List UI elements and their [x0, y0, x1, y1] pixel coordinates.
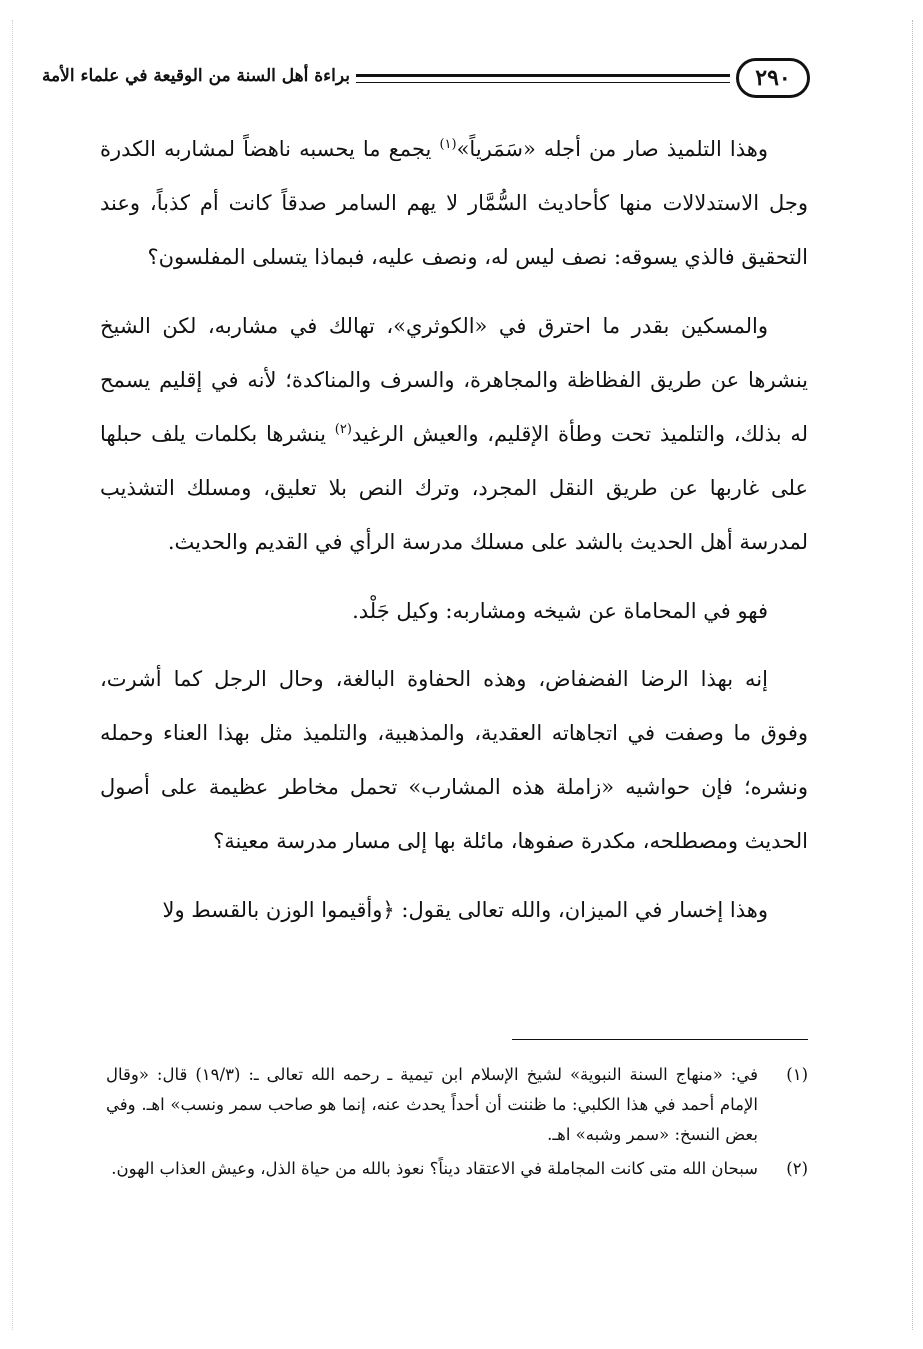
paragraph-text: إنه بهذا الرضا الفضفاض، وهذه الحفاوة البالغة، وحال الرجل كما أشرت، وفوق ما وصفت في اتجاهاته العقدية، والمذهبية، والتلميذ مثل بهذا العناء وحمله ونشره؛ فإن حواشيه «زاملة هذه المشارب» تحمل مخاطر عظيمة على أصول الحديث ومصطلحه، مكدرة صفوها، مائلة بها إلى مسار مدرسة معينة؟	[100, 666, 808, 854]
footnote	[106, 1154, 808, 1184]
footnote-marker: (١)	[786, 1065, 808, 1084]
paragraph	[100, 299, 808, 570]
scan-edge-left	[12, 20, 13, 1330]
paragraph	[100, 122, 808, 285]
header-rule-thin	[356, 82, 730, 83]
header-rule-thick	[356, 74, 730, 77]
paragraph-text: وهذا التلميذ صار من أجله «سَمَرياً»	[456, 137, 768, 161]
running-title: براءة أهل السنة من الوقيعة في علماء الأمة	[41, 66, 350, 86]
paragraph	[100, 584, 808, 638]
footnotes	[106, 1060, 808, 1184]
paragraph-text: ينشرها بكلمات يلف حبلها على غاربها عن طريق النقل المجرد، وترك النص بلا تعليق، ومسلك التشذيب لمدرسة أهل الحديث بالشد على مسلك مدرسة الرأي في القديم والحديث.	[100, 422, 808, 555]
paragraph-text: وهذا إخسار في الميزان، والله تعالى يقول: ﴿وأقيموا الوزن بالقسط ولا	[162, 897, 768, 922]
footnote-separator	[512, 1039, 808, 1040]
footnote-text: في: «منهاج السنة النبوية» لشيخ الإسلام ابن تيمية ـ رحمه الله تعالى ـ: (١٩/٣) قال: «وقال الإمام أحمد في هذا الكلبي: ما ظننت أن أحداً يحدث عنه، إنما هو صاحب سمر ونسب» اهـ. وفي بعض النسخ: «سمر وشبه» اهـ.	[106, 1065, 758, 1144]
footnote-text: سبحان الله متى كانت المجاملة في الاعتقاد ديناً؟ نعوذ بالله من حياة الذل، وعيش العذاب الهون.	[111, 1159, 758, 1178]
paragraph-text: فهو في المحاماة عن شيخه ومشاربه: وكيل جَلْد.	[352, 598, 768, 623]
page-header	[41, 58, 810, 102]
footnote-marker: (٢)	[786, 1159, 808, 1178]
footnote-ref: (١)	[439, 137, 457, 152]
main-text	[100, 122, 808, 937]
scan-edge-right	[912, 20, 913, 1330]
paragraph-text: يجمع ما يحسبه ناهضاً لمشاربه الكدرة وجل الاستدلالات منها كأحاديث السُّمَّار لا يهم السامر صدقاً كانت أم كذباً، وعند التحقيق فالذي يسوقه: نصف ليس له، ونصف عليه، فبماذا يتسلى المفلسون؟	[100, 137, 808, 270]
footnote	[106, 1060, 808, 1150]
paragraph	[100, 652, 808, 869]
paragraph	[100, 883, 808, 937]
paragraph-text: والمسكين بقدر ما احترق في «الكوثري»، تهالك في مشاربه، لكن الشيخ ينشرها عن طريق الفظاظة والمجاهرة، والسرف والمناكدة؛ لأنه في إقليم يسمح له بذلك، والتلميذ تحت وطأة الإقليم، والعيش الرغيد	[100, 313, 808, 447]
footnote-ref: (٢)	[334, 422, 352, 438]
page-number: ٢٩٠	[736, 58, 810, 98]
